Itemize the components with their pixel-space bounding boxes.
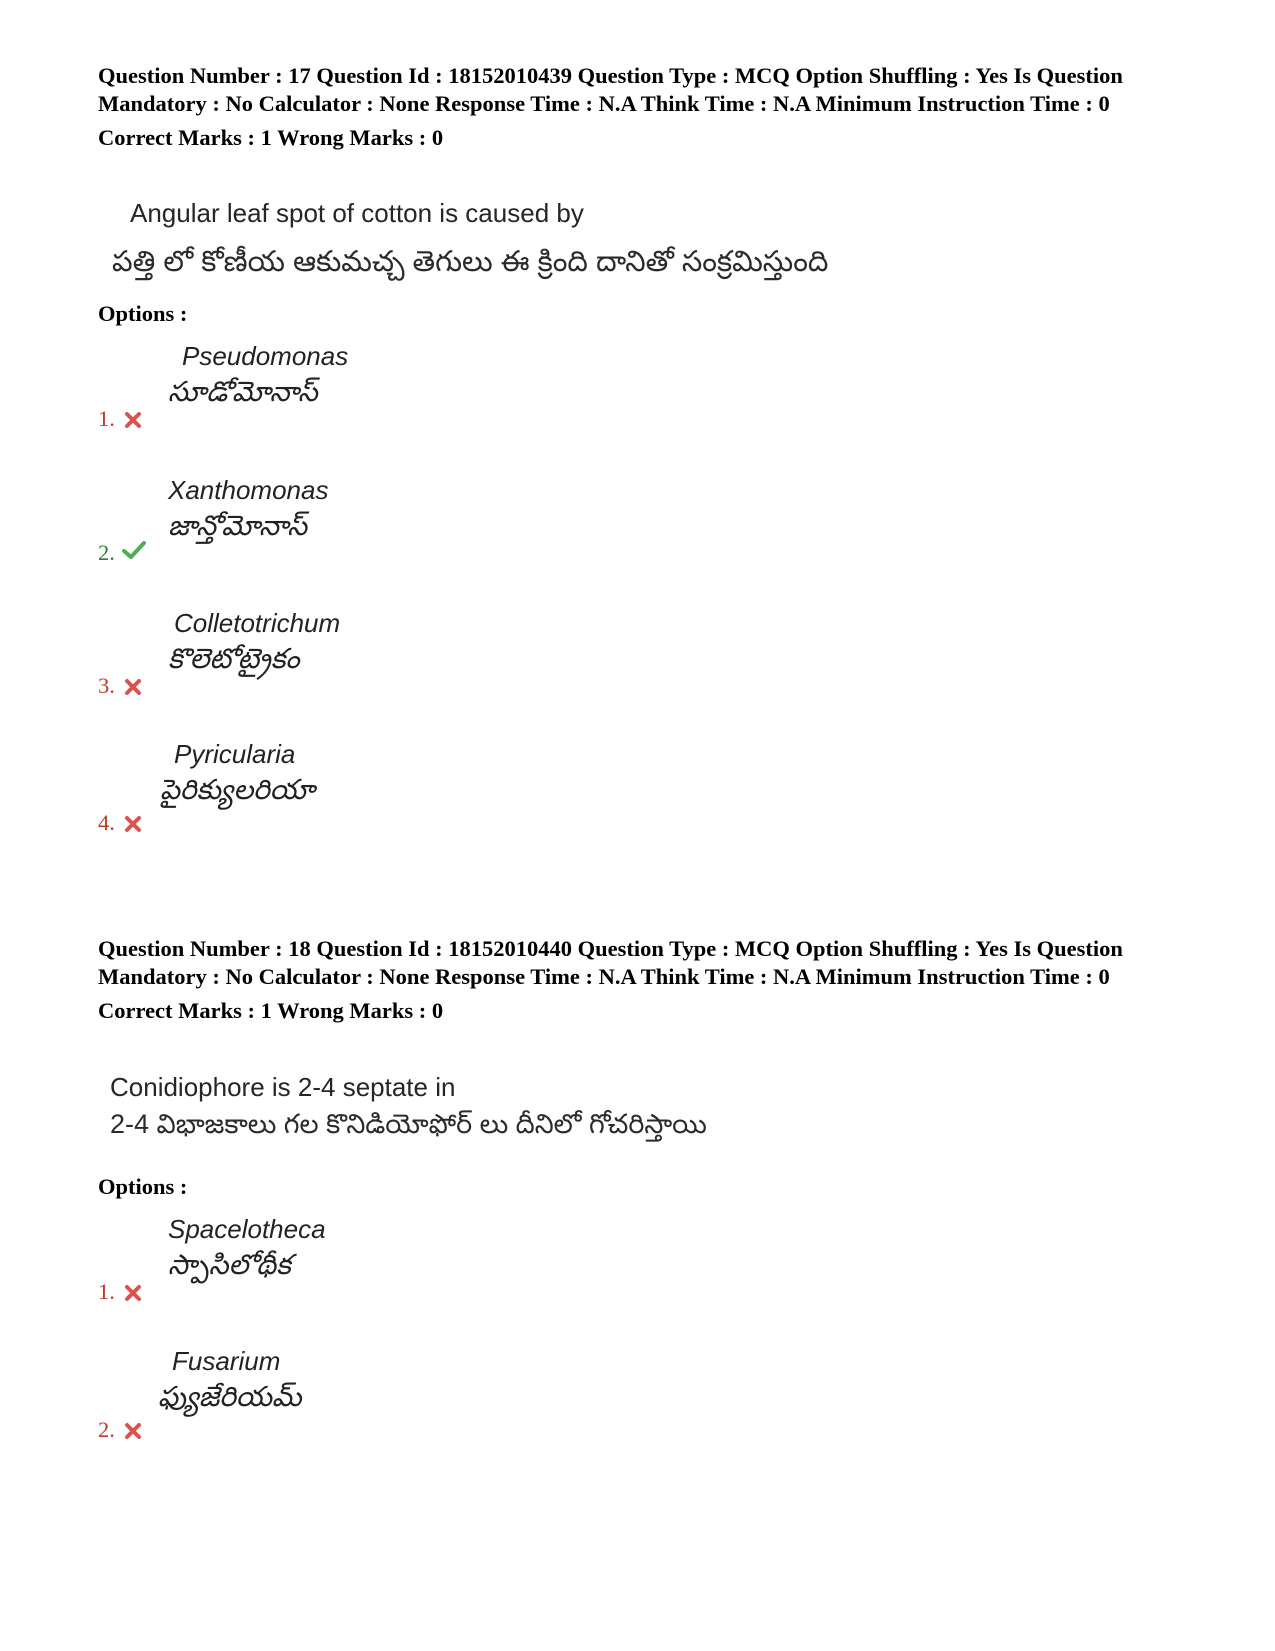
question-marks: Correct Marks : 1 Wrong Marks : 0	[98, 998, 444, 1023]
option-text-english: Colletotrichum	[174, 608, 341, 638]
question-18	[98, 935, 1178, 1442]
question-text-english: Conidiophore is 2-4 septate in	[110, 1072, 456, 1102]
question-meta: Question Number : 17 Question Id : 18152010439 Question Type : MCQ Option Shuffling : Yes Is Question Mandatory : No Calculator : None Response Time : N.A Think Time : N.A Minimum Instruction Time : 0	[98, 63, 1123, 116]
option-text-telugu: పైరిక్యులరియా	[160, 774, 315, 805]
cross-icon	[123, 1421, 143, 1441]
question-17	[98, 62, 1178, 835]
option-text-telugu: ఫ్యుజేరియమ్	[158, 1381, 302, 1412]
options-label: Options :	[98, 1174, 188, 1199]
cross-icon	[123, 1283, 143, 1303]
question-text-telugu-block	[112, 242, 828, 282]
option-text-english: Pseudomonas	[182, 341, 349, 371]
question-text-telugu: పత్తి లో కోణీయ ఆకుమచ్చ తెగులు ఈ క్రింది దానితో సంక్రమిస్తుంది	[112, 246, 829, 278]
options-label: Options :	[98, 301, 188, 326]
cross-icon	[123, 814, 143, 834]
option-text-telugu: జాన్తోమోనాస్	[168, 510, 308, 541]
option-number: 3.	[98, 673, 115, 698]
option-number: 1.	[98, 406, 115, 431]
option-2[interactable]	[98, 1345, 698, 1445]
question-meta: Question Number : 18 Question Id : 18152010440 Question Type : MCQ Option Shuffling : Yes Is Question Mandatory : No Calculator : None Response Time : N.A Think Time : N.A Minimum Instruction Time : 0	[98, 936, 1123, 989]
option-text-english: Pyricularia	[174, 739, 296, 769]
option-1[interactable]	[98, 340, 698, 440]
option-number: 4.	[98, 810, 115, 835]
option-text-telugu: కొలెటోట్రైకం	[168, 643, 300, 674]
option-4[interactable]	[98, 738, 698, 838]
question-text-block	[110, 1070, 707, 1144]
option-number: 2.	[98, 1417, 115, 1442]
cross-icon	[123, 677, 143, 697]
option-text-telugu: సూడోమోనాస్	[168, 376, 318, 407]
cross-icon	[123, 410, 143, 430]
option-number: 1.	[98, 1279, 115, 1304]
option-number: 2.	[98, 540, 115, 565]
check-icon	[122, 540, 146, 560]
option-2[interactable]	[98, 474, 698, 574]
question-marks: Correct Marks : 1 Wrong Marks : 0	[98, 125, 444, 150]
option-text-english: Spacelotheca	[168, 1214, 326, 1244]
option-text-english: Fusarium	[172, 1346, 281, 1376]
option-1[interactable]	[98, 1213, 698, 1313]
option-3[interactable]	[98, 607, 698, 707]
question-text-english: Angular leaf spot of cotton is caused by	[130, 198, 584, 228]
option-text-telugu: స్పాసిలోథీక	[168, 1249, 291, 1280]
option-text-english: Xanthomonas	[168, 475, 329, 505]
question-text-block	[130, 196, 584, 230]
question-text-telugu: 2-4 విభాజకాలు గల కొనిడియోఫోర్ లు దీనిలో గోచరిస్తాయి	[110, 1109, 707, 1139]
